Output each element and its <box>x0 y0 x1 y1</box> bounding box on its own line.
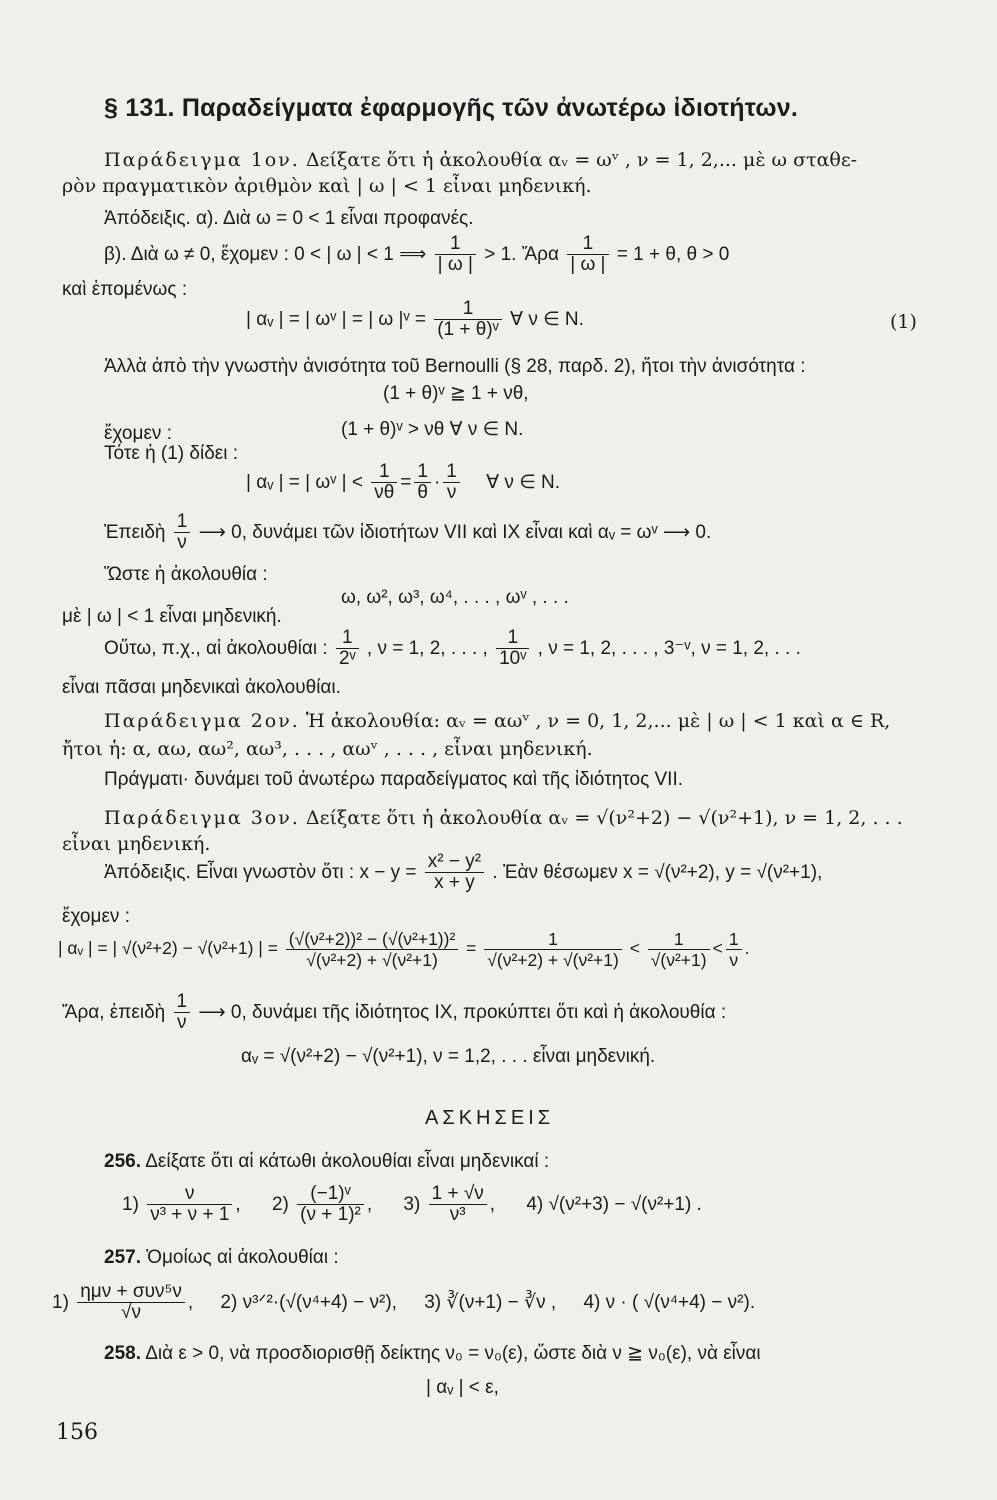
example-3-conclusion: αᵥ = √(ν²+2) − √(ν²+1), ν = 1,2, . . . εἶναι μηδενική. <box>241 1046 656 1067</box>
example-2-heading: Παράδειγμα 2ον. <box>104 710 300 732</box>
item-label: 3) <box>403 1194 421 1215</box>
example-2-statement-line1: Ἡ ἀκολουθία: αᵥ = αωᵛ , ν = 0, 1, 2,... μὲ | ω | < 1 καὶ α ∈ R, <box>305 710 891 732</box>
example-1-statement-line1: Δείξατε ὅτι ἡ ἀκολουθία αᵥ = ωᵛ , ν = 1, 2,... μὲ ω σταθε- <box>305 149 858 171</box>
fraction-numerator: 1 <box>174 512 191 533</box>
equation-lt: < <box>629 938 640 958</box>
fraction-denominator: (ν + 1)² <box>300 1204 361 1226</box>
so-sequence-text: Ὥστε ἡ ἀκολουθία : <box>104 564 268 585</box>
exercise-number: 257. <box>104 1247 141 1268</box>
proof-b-text1: β). Διὰ ω ≠ 0, ἔχομεν : 0 < | ω | < 1 ⟹ <box>104 244 427 265</box>
fraction <box>496 628 529 669</box>
fraction <box>174 992 191 1033</box>
fraction <box>414 462 431 503</box>
equation-3-left: | αᵥ | = | ωᵛ | < <box>246 472 363 493</box>
item-label: 1) <box>122 1194 139 1215</box>
fraction-denominator: √(ν²+2) + √(ν²+1) <box>306 949 438 970</box>
item-separator: , <box>366 1194 373 1215</box>
example-2-proof: Πράγματι· δυνάμει τοῦ ἀνωτέρω παραδείγματος καὶ τῆς ἰδιότητος VII. <box>104 769 684 790</box>
item-4: 4) ν · ( √(ν⁴+4) − ν²). <box>583 1292 756 1313</box>
fraction-denominator: | ω | <box>570 254 606 276</box>
fraction-numerator: 1 <box>726 929 742 950</box>
fraction <box>297 1184 364 1225</box>
example-3-proof-text2: . Ἐὰν θέσωμεν x = √(ν²+2), y = √(ν²+1), <box>492 862 823 883</box>
thus-text1: Οὕτω, π.χ., αἱ ἀκολουθίαι : <box>104 638 328 659</box>
fraction-numerator: 1 <box>336 628 359 649</box>
example-1-statement <box>104 148 857 172</box>
equation-3-right: ∀ ν ∈ N. <box>486 472 561 493</box>
equation-left: | αᵥ | = | √(ν²+2) − √(ν²+1) | = <box>58 938 278 958</box>
fraction-numerator: 1 <box>443 462 460 483</box>
example-1-proof-a: Ἀπόδειξις. α). Διὰ ω = 0 < 1 εἶναι προφανές. <box>104 208 474 229</box>
fraction-numerator: x² − y² <box>425 852 484 873</box>
fraction <box>435 234 476 275</box>
fraction <box>174 512 191 553</box>
fraction-numerator: 1 <box>435 234 476 255</box>
inequality-2: (1 + θ)ᵛ > νθ ∀ ν ∈ N. <box>341 419 524 440</box>
fraction <box>429 1184 487 1225</box>
fraction-denominator: ν <box>729 949 739 970</box>
with-text: μὲ | ω | < 1 εἶναι μηδενική. <box>62 606 282 627</box>
hence-text1: Ἄρα, ἐπειδὴ <box>62 1002 166 1023</box>
exercise-256-items <box>122 1182 702 1228</box>
fraction-denominator: ν <box>177 532 187 554</box>
fraction <box>443 462 460 503</box>
fraction-numerator: 1 <box>371 462 397 483</box>
exercise-258 <box>104 1342 761 1366</box>
fraction <box>484 929 622 970</box>
equation-end: . <box>744 938 750 958</box>
item-separator: , <box>235 1194 241 1215</box>
exercise-258-condition: | αᵥ | < ε, <box>426 1377 499 1398</box>
fraction-denominator: 2ᵛ <box>338 648 356 670</box>
example-3-proof-text1: Ἀπόδειξις. Εἶναι γνωστὸν ὅτι : x − y = <box>104 862 417 883</box>
example-3-statement-line2: εἶναι μηδενική. <box>62 833 211 855</box>
example-3-statement-line1: Δείξατε ὅτι ἡ ἀκολουθία αᵥ = √(ν²+2) − √(ν²+1), ν = 1, 2, . . . <box>305 807 903 829</box>
fraction-denominator: √ν <box>121 1302 141 1324</box>
fraction <box>286 929 459 970</box>
fraction <box>77 1282 185 1323</box>
example-1-statement-line2: ρὸν πραγματικὸν ἀριθμὸν καὶ | ω | < 1 εἶναι μηδενική. <box>62 175 592 197</box>
fraction-numerator: 1 + √ν <box>429 1184 487 1205</box>
fraction-numerator: 1 <box>484 929 622 950</box>
fraction-numerator: (√(ν²+2))² − (√(ν²+1))² <box>286 929 459 950</box>
fraction-numerator: 1 <box>434 299 502 320</box>
fraction <box>567 234 608 275</box>
equation-1-left: | αᵥ | = | ωᵛ | = | ω |ᵛ = <box>246 309 426 330</box>
equation-1 <box>246 297 584 343</box>
fraction-denominator: ν <box>446 482 457 504</box>
bernoulli-inequality: (1 + θ)ᵛ ≧ 1 + νθ, <box>383 383 529 404</box>
example-3-heading: Παράδειγμα 3ον. <box>104 807 300 829</box>
sequence: ω, ω², ω³, ω⁴, . . . , ωᵛ , . . . <box>341 587 569 608</box>
fraction-denominator: √(ν²+1) <box>650 949 707 970</box>
exercise-text: Διὰ ε > 0, νὰ προσδιορισθῇ δείκτης ν₀ = ν₀(ε), ὥστε διὰ ν ≧ ν₀(ε), νὰ εἶναι <box>145 1343 761 1364</box>
exercise-text: Δείξατε ὅτι αἱ κάτωθι ἀκολουθίαι εἶναι μηδενικαί : <box>145 1151 550 1172</box>
fraction <box>147 1184 232 1225</box>
fraction-denominator: x + y <box>434 872 475 894</box>
fraction <box>425 852 484 893</box>
fraction <box>434 299 502 340</box>
fraction <box>336 628 359 669</box>
example-2-statement-line2: ἤτοι ἡ: α, αω, αω², αω³, . . . , αωᵛ , . . . , εἶναι μηδενική. <box>62 738 593 760</box>
example-2-statement <box>104 709 890 733</box>
example-1-proof-b <box>104 232 729 278</box>
fraction-denominator: ν³ + ν + 1 <box>150 1204 230 1226</box>
fraction-numerator: ν <box>147 1184 232 1205</box>
fraction-denominator: (1 + θ)ᵛ <box>437 319 499 341</box>
since-line <box>104 510 711 556</box>
page-number: 156 <box>56 1420 98 1445</box>
item-label: 1) <box>52 1292 69 1313</box>
item-2: 2) ν³ᐟ²·(√(ν⁴+4) − ν²), <box>220 1292 397 1313</box>
thus-text3: , ν = 1, 2, . . . , 3⁻ᵛ, ν = 1, 2, . . . <box>537 638 801 659</box>
fraction-denominator: 10ᵛ <box>499 648 527 670</box>
fraction-denominator: √(ν²+2) + √(ν²+1) <box>487 949 619 970</box>
equation-1-right: ∀ ν ∈ N. <box>510 309 584 330</box>
then-text: Τότε ἡ (1) δίδει : <box>104 443 239 464</box>
exercise-257-items <box>52 1280 755 1326</box>
fraction-denominator: νθ <box>374 482 395 504</box>
equation-mid: = <box>466 938 477 958</box>
proof-b-text2: > 1. Ἄρα <box>484 244 559 265</box>
we-have-text-2: ἔχομεν : <box>62 906 130 927</box>
all-null-text: εἶναι πᾶσαι μηδενικαὶ ἀκολουθίαι. <box>62 677 341 698</box>
fraction-numerator: 1 <box>414 462 431 483</box>
equation-3: | αᵥ | = | ωᵛ | < $\frac{1}{\nu\theta}$ = $\frac{1}{\theta}$ · $\frac{1}{\nu}$ ∀ ν ∈ N. <box>246 461 561 504</box>
hence-line <box>62 990 726 1036</box>
item-label: 2) <box>271 1194 289 1215</box>
example-1-heading: Παράδειγμα 1ον. <box>104 149 300 171</box>
bernoulli-text: Ἀλλὰ ἀπὸ τὴν γνωστὴν ἀνισότητα τοῦ Bernoulli (§ 28, παρδ. 2), ἤτοι τὴν ἀνισότητα : <box>104 356 806 377</box>
example-3-statement <box>104 806 903 830</box>
and-so-text: καὶ ἑπομένως : <box>62 279 188 300</box>
fraction-numerator: 1 <box>567 234 608 255</box>
section-title: § 131. Παραδείγματα ἐφαρμογῆς τῶν ἀνωτέρω ἰδιοτήτων. <box>104 94 798 122</box>
we-have-text: ἔχομεν : <box>104 423 172 444</box>
example-3-proof <box>104 850 822 896</box>
fraction-numerator: (−1)ᵛ <box>297 1184 364 1205</box>
exercise-257 <box>104 1246 339 1270</box>
fraction <box>371 462 397 503</box>
hence-text2: ⟶ 0, δυνάμει τῆς ἰδιότητος IX, προκύπτει ὅτι καὶ ἡ ἀκολουθία : <box>198 1002 727 1023</box>
fraction-numerator: 1 <box>496 628 529 649</box>
fraction <box>726 929 742 970</box>
item-separator: , <box>187 1292 194 1313</box>
item-4: 4) √(ν²+3) − √(ν²+1) . <box>526 1194 702 1215</box>
proof-b-text3: = 1 + θ, θ > 0 <box>616 244 730 265</box>
item-3: 3) ∛(ν+1) − ∛ν , <box>424 1292 557 1313</box>
fraction-denominator: ν <box>177 1012 187 1034</box>
exercises-heading: ΑΣΚΗΣΕΙΣ <box>425 1107 555 1129</box>
example-3-equation: | αᵥ | = | √(ν²+2) − √(ν²+1) | = $\frac{\text{(√(ν²+2))² − (√(ν²+1))²}}{\text{√(ν²+2) + √(ν²+1)}}$ = $\frac{1}{\text{√(ν²+2) + √(ν²+1)}}$ < $\frac{1}{\text{√(ν²+1)}}$ < $\frac{1}{\nu}$ . <box>58 928 750 970</box>
exercise-number: 258. <box>104 1343 141 1364</box>
fraction <box>648 929 710 970</box>
thus-text2: , ν = 1, 2, . . . , <box>366 638 488 659</box>
exercise-text: Ὁμοίως αἱ ἀκολουθίαι : <box>146 1247 339 1268</box>
fraction-denominator: | ω | <box>437 254 473 276</box>
fraction-denominator: ν³ <box>449 1204 466 1226</box>
since-text2: ⟶ 0, δυνάμει τῶν ἰδιοτήτων VII καὶ IX εἶναι καὶ αᵥ = ωᵛ ⟶ 0. <box>198 522 712 543</box>
thus-line <box>104 626 801 672</box>
fraction-numerator: 1 <box>174 992 191 1013</box>
since-text1: Ἐπειδὴ <box>104 522 166 543</box>
item-separator: , <box>489 1194 496 1215</box>
exercise-256 <box>104 1150 549 1174</box>
fraction-denominator: θ <box>417 482 428 504</box>
fraction-numerator: 1 <box>648 929 710 950</box>
fraction-numerator: ημν + συν⁵ν <box>77 1282 185 1303</box>
equation-1-label: (1) <box>890 311 917 333</box>
exercise-number: 256. <box>104 1151 141 1172</box>
